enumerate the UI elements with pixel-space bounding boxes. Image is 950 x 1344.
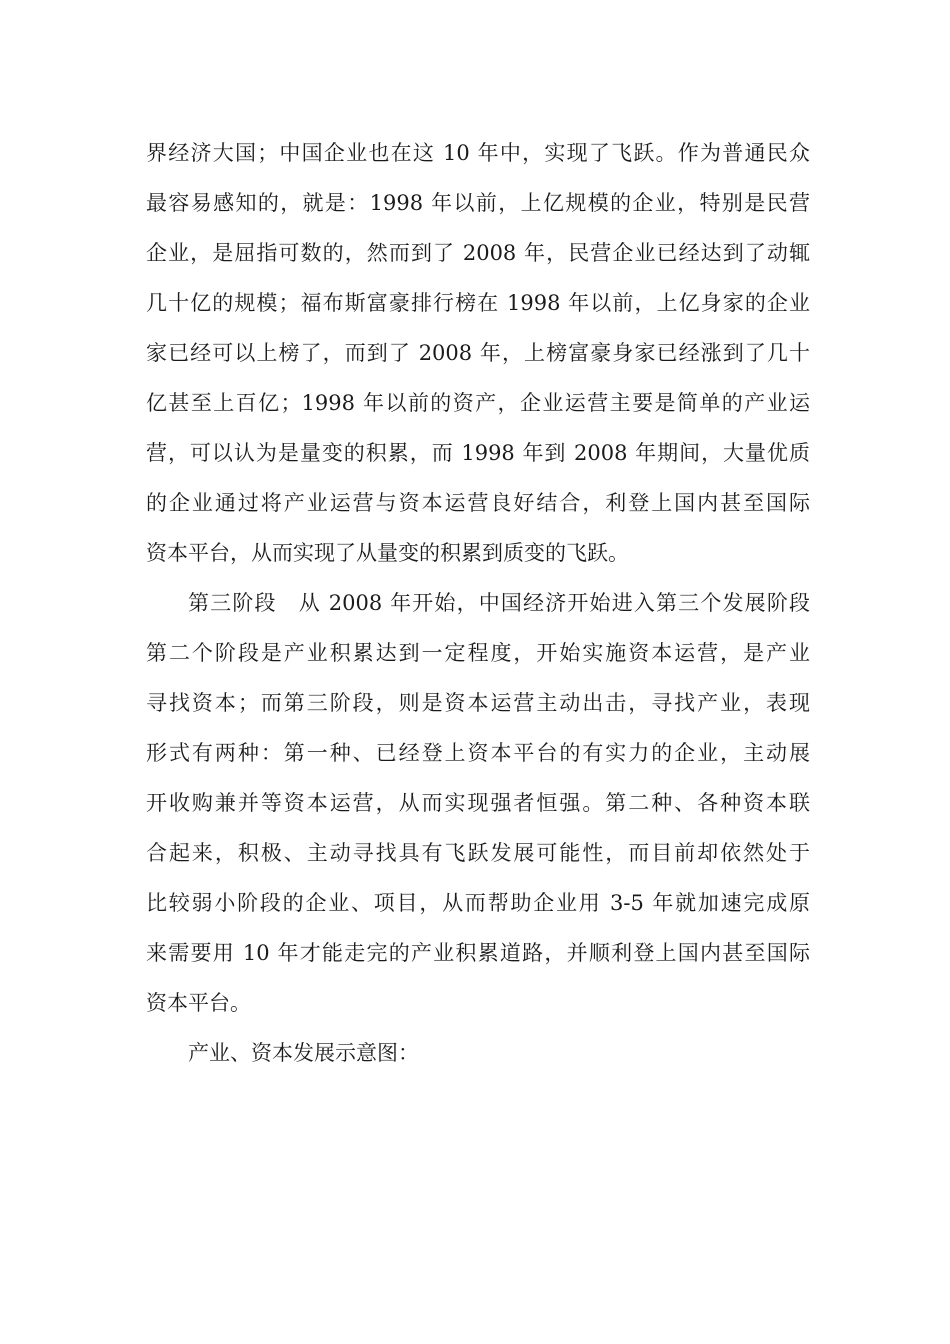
- text-line: 来需要用 10 年才能走完的产业积累道路，并顺利登上国内甚至国际: [146, 941, 810, 965]
- text-line: 第二个阶段是产业积累达到一定程度，开始实施资本运营，是产业: [146, 641, 810, 665]
- text-line: 界经济大国；中国企业也在这 10 年中，实现了飞跃。作为普通民众: [146, 141, 810, 165]
- text-line: 形式有两种：第一种、已经登上资本平台的有实力的企业，主动展: [146, 741, 810, 765]
- paragraph-end-line: 资本平台，从而实现了从量变的积累到质变的飞跃。: [146, 541, 629, 565]
- text-line: 企业，是屈指可数的，然而到了 2008 年，民营企业已经达到了动辄: [146, 241, 810, 265]
- text-line: 比较弱小阶段的企业、项目，从而帮助企业用 3-5 年就加速完成原: [146, 891, 810, 915]
- text-line: 合起来，积极、主动寻找具有飞跃发展可能性，而目前却依然处于: [146, 841, 810, 865]
- section-heading-line: 第三阶段 从 2008 年开始，中国经济开始进入第三个发展阶段: [188, 591, 810, 615]
- text-line: 的企业通过将产业运营与资本运营良好结合，利登上国内甚至国际: [146, 491, 810, 515]
- text-line: 亿甚至上百亿；1998 年以前的资产，企业运营主要是简单的产业运: [146, 391, 810, 415]
- text-line: 寻找资本；而第三阶段，则是资本运营主动出击，寻找产业，表现: [146, 691, 810, 715]
- text-line: 几十亿的规模；福布斯富豪排行榜在 1998 年以前，上亿身家的企业: [146, 291, 810, 315]
- text-line: 最容易感知的，就是：1998 年以前，上亿规模的企业，特别是民营: [146, 191, 810, 215]
- figure-caption-line: 产业、资本发展示意图：: [188, 1041, 419, 1065]
- text-line: 营，可以认为是量变的积累，而 1998 年到 2008 年期间，大量优质: [146, 441, 810, 465]
- paragraph-end-line: 资本平台。: [146, 991, 251, 1015]
- text-line: 开收购兼并等资本运营，从而实现强者恒强。第二种、各种资本联: [146, 791, 810, 815]
- text-line: 家已经可以上榜了，而到了 2008 年，上榜富豪身家已经涨到了几十: [146, 341, 810, 365]
- document-body: [146, 128, 810, 1078]
